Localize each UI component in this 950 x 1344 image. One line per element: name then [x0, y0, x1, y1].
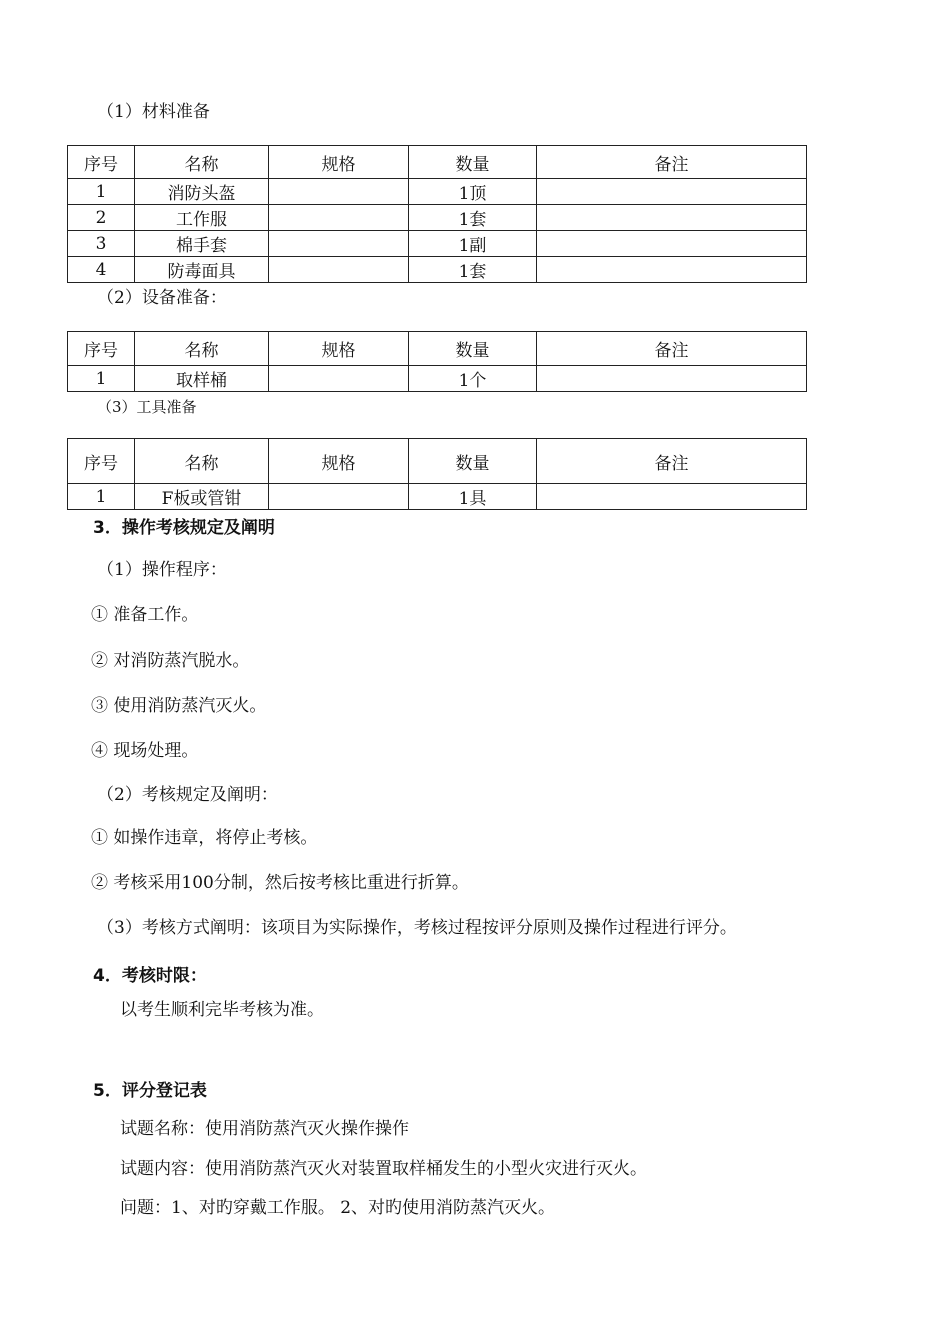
header-cell: 备注 — [537, 332, 807, 366]
table-row — [68, 231, 807, 257]
table-cell: 1副 — [409, 231, 537, 257]
header-cell: 规格 — [269, 146, 409, 179]
table-header-row — [68, 146, 807, 179]
table-row — [68, 205, 807, 231]
table-cell: 1 — [68, 366, 135, 392]
table-header-row — [68, 332, 807, 366]
procedure-heading: （1）操作程序： — [97, 560, 227, 580]
table-cell — [269, 179, 409, 205]
section4-title: 4．考核时限： — [93, 966, 207, 986]
exam-question-line: 问题：1、对旳穿戴工作服。 2、对旳使用消防蒸汽灭火。 — [120, 1198, 556, 1218]
materials-heading: （1）材料准备 — [97, 102, 210, 122]
method-text: （3）考核方式阐明：该项目为实际操作，考核过程按评分原则及操作过程进行评分。 — [97, 918, 737, 938]
table-row — [68, 179, 807, 205]
table-cell — [269, 366, 409, 392]
exam-content-line: 试题内容：使用消防蒸汽灭火对装置取样桶发生的小型火灾进行灭火。 — [120, 1159, 647, 1179]
table-header-row — [68, 439, 807, 484]
exam-name-line: 试题名称：使用消防蒸汽灭火操作操作 — [120, 1119, 409, 1139]
table-cell: 2 — [68, 205, 135, 231]
table-cell — [537, 366, 807, 392]
table-cell — [537, 257, 807, 283]
table-cell: 棉手套 — [135, 231, 269, 257]
header-cell: 数量 — [409, 332, 537, 366]
table-cell: 4 — [68, 257, 135, 283]
header-cell: 备注 — [537, 146, 807, 179]
table-cell — [269, 231, 409, 257]
table-cell: 1个 — [409, 366, 537, 392]
table-cell — [537, 205, 807, 231]
table-cell: 3 — [68, 231, 135, 257]
header-cell: 数量 — [409, 439, 537, 484]
table-cell: 消防头盔 — [135, 179, 269, 205]
table-row — [68, 484, 807, 510]
table-cell: 1套 — [409, 257, 537, 283]
materials-table — [67, 145, 807, 283]
table-cell: 1具 — [409, 484, 537, 510]
equipment-table — [67, 331, 807, 392]
procedure-step: ③ 使用消防蒸汽灭火。 — [91, 696, 267, 716]
procedure-step: ④ 现场处理。 — [91, 741, 199, 761]
table-cell — [537, 231, 807, 257]
header-cell: 名称 — [135, 332, 269, 366]
table-row — [68, 366, 807, 392]
table-cell — [269, 484, 409, 510]
header-cell: 名称 — [135, 146, 269, 179]
tools-table — [67, 438, 807, 510]
procedure-step: ② 对消防蒸汽脱水。 — [91, 651, 250, 671]
header-cell: 规格 — [269, 332, 409, 366]
header-cell: 规格 — [269, 439, 409, 484]
procedure-step: ① 准备工作。 — [91, 605, 199, 625]
header-cell: 备注 — [537, 439, 807, 484]
header-cell: 名称 — [135, 439, 269, 484]
equipment-heading: （2）设备准备： — [97, 288, 227, 308]
time-limit-text: 以考生顺利完毕考核为准。 — [120, 1000, 324, 1020]
table-cell — [537, 484, 807, 510]
header-cell: 序号 — [68, 332, 135, 366]
section3-title: 3．操作考核规定及阐明 — [93, 518, 275, 538]
table-cell: 取样桶 — [135, 366, 269, 392]
table-cell — [537, 179, 807, 205]
table-cell — [269, 205, 409, 231]
table-cell: 1 — [68, 484, 135, 510]
table-cell: 1套 — [409, 205, 537, 231]
table-row — [68, 257, 807, 283]
table-cell: 1 — [68, 179, 135, 205]
tools-heading: （3）工具准备 — [97, 398, 197, 416]
header-cell: 序号 — [68, 439, 135, 484]
table-cell: F板或管钳 — [135, 484, 269, 510]
rule-item: ① 如操作违章，将停止考核。 — [91, 828, 318, 848]
header-cell: 序号 — [68, 146, 135, 179]
rules-heading: （2）考核规定及阐明： — [97, 785, 278, 805]
table-cell: 防毒面具 — [135, 257, 269, 283]
table-cell: 1顶 — [409, 179, 537, 205]
header-cell: 数量 — [409, 146, 537, 179]
table-cell: 工作服 — [135, 205, 269, 231]
table-cell — [269, 257, 409, 283]
rule-item: ② 考核采用100分制，然后按考核比重进行折算。 — [91, 873, 469, 893]
section5-title: 5．评分登记表 — [93, 1081, 207, 1101]
